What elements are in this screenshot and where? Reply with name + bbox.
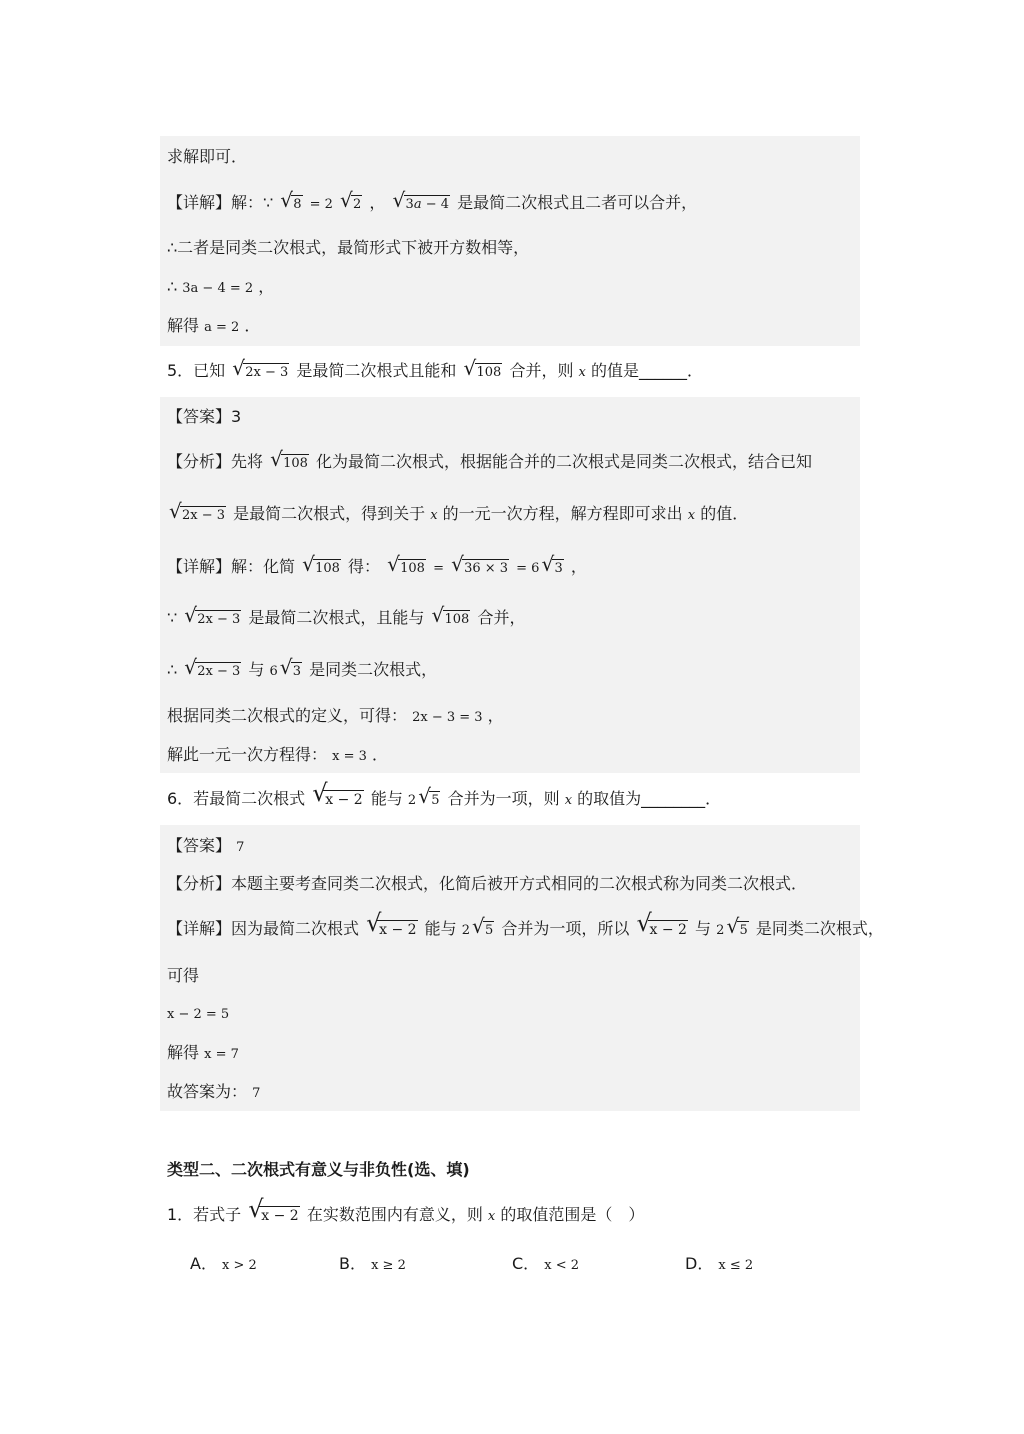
equals: = — [433, 561, 444, 576]
text: 化为最简二次根式，根据能合并的二次根式是同类二次根式，结合已知 — [316, 452, 813, 471]
sqrt: √ x − 2 — [636, 909, 687, 938]
option-expr: x ≥ 2 — [371, 1258, 406, 1273]
equation: a = 2 — [204, 320, 240, 335]
sqrt-8: √ 8 — [280, 188, 302, 212]
because-symbol: ∵ — [167, 608, 178, 627]
sqrt: √ 5 — [472, 914, 494, 938]
text: 是最简二次根式，且能与 — [248, 608, 425, 627]
text: 解得 — [167, 316, 200, 335]
option-label: B． — [339, 1254, 366, 1273]
equation: x = 7 — [204, 1047, 239, 1062]
coefficient: 2 — [407, 793, 417, 808]
text: 合并为一项，则 — [447, 789, 560, 808]
text-line: 求解即可． — [167, 147, 248, 166]
text: 【分析】先将 — [167, 452, 264, 471]
equals: = 2 — [309, 197, 333, 212]
sqrt-2: √ 2 — [340, 188, 362, 212]
punct: ， — [258, 277, 275, 296]
question-5 — [167, 356, 703, 383]
text: 能与 — [370, 789, 403, 808]
variable: x — [487, 1209, 496, 1224]
text: 5．已知 — [167, 361, 226, 380]
solve-line — [167, 745, 388, 767]
text: 得： — [348, 557, 381, 576]
text: 根据同类二次根式的定义，可得： — [167, 706, 408, 725]
text: 是最简二次根式，得到关于 — [233, 504, 426, 523]
text: 是同类二次根式， — [309, 660, 438, 679]
variable: x — [687, 508, 696, 523]
punct: ． — [244, 316, 261, 335]
option-b[interactable] — [339, 1251, 406, 1274]
variable: x — [564, 793, 573, 808]
text: 的一元一次方程，解方程即可求出 — [442, 504, 683, 523]
analysis-line-2 — [167, 499, 749, 526]
detail-line — [167, 909, 884, 941]
punct: ， — [487, 706, 504, 725]
text: ， — [369, 193, 386, 212]
sqrt: √ x − 2 — [366, 909, 417, 938]
text: 的取值为________． — [577, 789, 722, 808]
sqrt: √ x − 2 — [312, 779, 363, 808]
answer-line: 【答案】3 — [167, 407, 242, 426]
question-1 — [167, 1195, 645, 1227]
option-label: D． — [685, 1254, 714, 1273]
therefore-symbol: ∴ — [167, 277, 178, 296]
answer-line — [167, 836, 244, 858]
therefore-line — [167, 655, 438, 682]
sqrt: √ 108 — [431, 603, 470, 627]
solution-block-6 — [160, 825, 860, 1111]
text: 1．若式子 — [167, 1205, 242, 1224]
equation: 2x − 3 = 3 — [412, 710, 483, 725]
variable: x — [578, 365, 586, 380]
text: 是最简二次根式且二者可以合并， — [457, 193, 698, 212]
text: 【详解】因为最简二次根式 — [167, 919, 360, 938]
sqrt-3a-4: √ 3a − 4 — [392, 188, 450, 212]
text: 解此一元一次方程得： — [167, 745, 328, 764]
text-line: 可得 — [167, 966, 200, 985]
text: 的取值范围是（ ） — [500, 1205, 645, 1224]
answer-value: 7 — [236, 840, 245, 855]
question-6 — [167, 779, 722, 811]
text: 的值． — [700, 504, 749, 523]
option-a[interactable] — [190, 1251, 257, 1274]
equation-line — [167, 277, 274, 299]
detail-line — [167, 552, 587, 579]
solve-line — [167, 1043, 239, 1065]
sqrt: √ 3 — [279, 655, 302, 679]
analysis-line — [167, 447, 813, 474]
final-line — [167, 1082, 260, 1104]
text: 是同类二次根式， — [755, 919, 884, 938]
option-expr: x ≤ 2 — [718, 1258, 754, 1273]
therefore-symbol: ∴ — [167, 660, 178, 679]
sqrt: √ 2x − 3 — [232, 356, 289, 380]
coefficient: 2 — [716, 923, 725, 938]
because-line — [167, 603, 526, 630]
text: 6．若最简二次根式 — [167, 789, 306, 808]
text-line: ∴二者是同类二次根式，最简形式下被开方数相等， — [167, 238, 530, 257]
equation: x = 3 — [332, 749, 367, 764]
analysis-line: 【分析】本题主要考查同类二次根式，化简后被开方式相同的二次根式称为同类二次根式． — [167, 874, 808, 893]
sqrt: √ 3 — [541, 552, 563, 576]
sqrt: √ 2x − 3 — [184, 655, 241, 679]
option-label: C． — [512, 1254, 540, 1273]
text: 与 — [248, 660, 265, 679]
sqrt: √ 108 — [270, 447, 308, 471]
coefficient: 6 — [269, 664, 278, 679]
option-label: A． — [190, 1254, 217, 1273]
text: 与 — [695, 919, 712, 938]
punct: ． — [371, 745, 388, 764]
equals: = 6 — [516, 561, 540, 576]
option-c[interactable] — [512, 1251, 579, 1274]
sqrt: √ 36 × 3 — [451, 552, 509, 576]
text: 的值是______． — [590, 361, 703, 380]
variable: x — [430, 508, 438, 523]
text: 能与 — [424, 919, 457, 938]
sqrt: √ 108 — [302, 552, 340, 576]
detail-line — [167, 188, 698, 215]
definition-line — [167, 706, 504, 728]
text: 【详解】解：∵ — [167, 193, 274, 212]
punct: ， — [570, 557, 587, 576]
text: 合并为一项，所以 — [501, 919, 630, 938]
sqrt: √ 108 — [463, 356, 502, 380]
text: 在实数范围内有意义，则 — [306, 1205, 483, 1224]
sqrt: √ 2x − 3 — [184, 603, 241, 627]
text: 【详解】解：化简 — [167, 557, 296, 576]
sqrt: √ 108 — [387, 552, 425, 576]
text: 合并，则 — [509, 361, 574, 380]
sqrt: √ 2x − 3 — [169, 499, 226, 523]
text: 【答案】 — [167, 836, 232, 855]
answer-value: 7 — [252, 1086, 261, 1101]
text: 故答案为： — [167, 1082, 248, 1101]
option-expr: x > 2 — [222, 1258, 257, 1273]
equation: 3a − 4 = 2 — [182, 281, 254, 296]
sqrt: √ 5 — [726, 914, 748, 938]
section-title: 类型二、二次根式有意义与非负性(选、填) — [167, 1160, 470, 1179]
option-expr: x < 2 — [544, 1258, 580, 1273]
equation-line: x − 2 = 5 — [167, 1007, 230, 1022]
coefficient: 2 — [461, 923, 471, 938]
text: 合并， — [477, 608, 526, 627]
option-d[interactable] — [685, 1251, 753, 1274]
sqrt: √ 5 — [418, 784, 440, 808]
solve-line — [167, 316, 260, 338]
sqrt: √ x − 2 — [248, 1195, 299, 1224]
text: 解得 — [167, 1043, 200, 1062]
text: 是最简二次根式且能和 — [296, 361, 457, 380]
